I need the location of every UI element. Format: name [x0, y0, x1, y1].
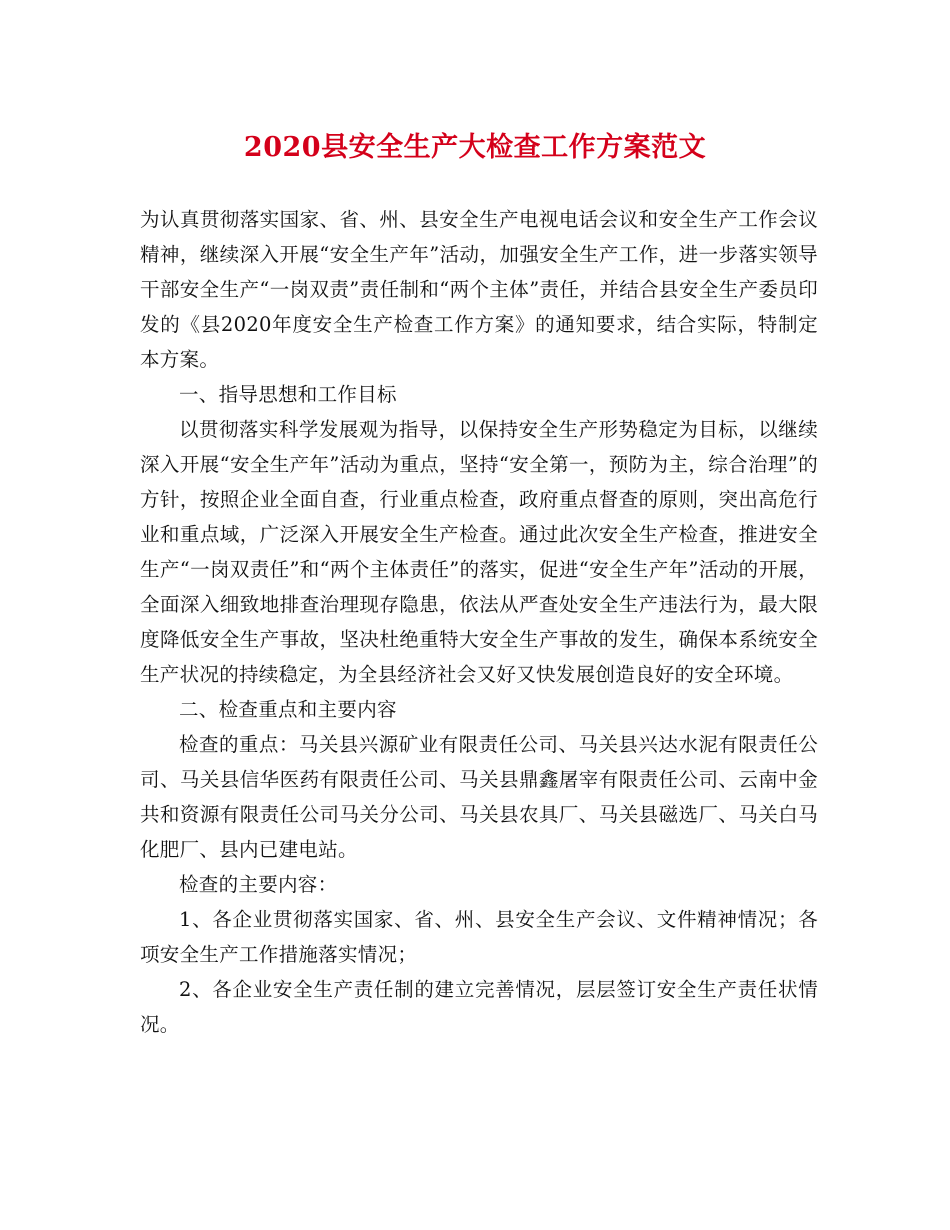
section-heading-2: 二、检查重点和主要内容: [179, 698, 397, 721]
list-item: 1、各企业贯彻落实国家、省、州、县安全生产会议、文件精神情况；各项安全生产工作措施落实情况；: [140, 908, 818, 966]
body-paragraph: 检查的重点：马关县兴源矿业有限责任公司、马关县兴达水泥有限责任公司、马关县信华医药有限责任公司、马关县鼎鑫屠宰有限责任公司、云南中金共和资源有限责任公司马关分公司、马关县农具厂、马关县磁选厂、马关白马化肥厂、县内已建电站。: [140, 733, 818, 861]
body-paragraph: 以贯彻落实科学发展观为指导，以保持安全生产形势稳定为目标，以继续深入开展“安全生产年”活动为重点，坚持“安全第一，预防为主，综合治理”的方针，按照企业全面自查，行业重点检查，政府重点督查的原则，突出高危行业和重点域，广泛深入开展安全生产检查。通过此次安全生产检查，推进安全生产“一岗双责任”和“两个主体责任”的落实，促进“安全生产年”活动的开展，全面深入细致地排查治理现存隐患，依法从严查处安全生产违法行为，最大限度降低安全生产事故，坚决杜绝重特大安全生产事故的发生，确保本系统安全生产状况的持续稳定，为全县经济社会又好又快发展创造良好的安全环境。: [140, 418, 818, 686]
list-item: 2、各企业安全生产责任制的建立完善情况，层层签订安全生产责任状情况。: [140, 978, 818, 1036]
intro-paragraph: 为认真贯彻落实国家、省、州、县安全生产电视电话会议和安全生产工作会议精神，继续深入开展“安全生产年”活动，加强安全生产工作，进一步落实领导干部安全生产“一岗双责”责任制和“两个主体”责任，并结合县安全生产委员印发的《县2020年度安全生产检查工作方案》的通知要求，结合实际，特制定本方案。: [140, 208, 818, 371]
document-body: [140, 202, 818, 1042]
section-heading-1: 一、指导思想和工作目标: [179, 383, 397, 406]
body-paragraph: 检查的主要内容：: [179, 873, 338, 896]
document-title: 2020县安全生产大检查工作方案范文: [243, 132, 707, 163]
